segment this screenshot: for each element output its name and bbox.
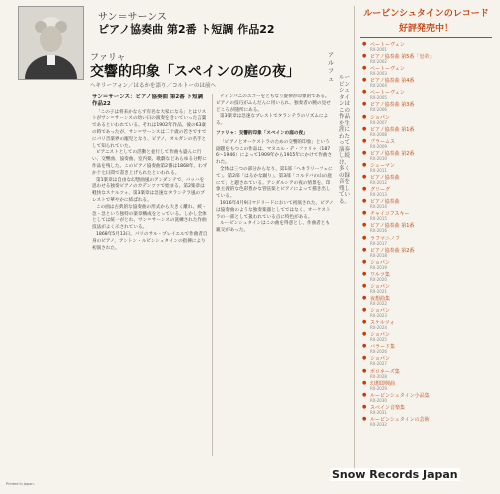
record-title: ピアノ協奏曲 第1番 bbox=[370, 223, 415, 230]
record-number: RX-2001 bbox=[370, 47, 387, 52]
record-title: ピアノ協奏曲 bbox=[370, 199, 400, 206]
paragraph: 第1楽章は自由な幻想曲風のアンダンテで、バッハを思わせる独奏ピアノのカデンツァで始まる。第2楽章は軽快なスケルツォ、第3楽章は急速なタランテラ風のプレストで華やかに結ばれる。 bbox=[92, 177, 205, 203]
footer-credits: Printed in Japan. bbox=[6, 482, 35, 486]
record-number: RX-2009 bbox=[370, 143, 387, 149]
record-item bbox=[360, 150, 492, 162]
record-item bbox=[360, 174, 492, 186]
bullet-icon: ● bbox=[362, 89, 367, 96]
record-number: RX-2031 bbox=[370, 409, 387, 415]
record-item bbox=[360, 210, 492, 222]
record-number: RX-2018 bbox=[370, 252, 387, 258]
record-number: RX-2015 bbox=[370, 216, 387, 222]
record-title: ピアノ協奏曲 第3番 bbox=[370, 102, 415, 109]
record-number: RX-2003 bbox=[370, 71, 387, 77]
record-number: RX-2020 bbox=[370, 276, 387, 282]
bullet-icon: ● bbox=[362, 137, 367, 144]
record-catalog bbox=[360, 6, 492, 428]
section-heading: サン＝サーンス：ピアノ協奏曲 第2番 ト短調 作品22 bbox=[92, 94, 204, 107]
notes-column-middle bbox=[216, 94, 334, 462]
record-number: RX-2005 bbox=[370, 95, 387, 101]
paragraph: この曲は古典的な協奏曲の形式から大きく離れ、緩・急・急という独特の楽章構成をとっている。しかし全体としては統一がとれ、サン＝サーンスの洗練された作曲技法がよく示されている。 bbox=[92, 204, 207, 231]
bullet-icon: ● bbox=[362, 41, 367, 47]
record-title: ピアノ協奏曲 第4番 bbox=[370, 78, 415, 85]
bullet-icon: ● bbox=[362, 415, 367, 422]
bullet-icon: ● bbox=[362, 77, 367, 84]
record-item bbox=[360, 380, 492, 392]
record-number: RX-2027 bbox=[370, 361, 387, 367]
record-title: ポロネーズ集 bbox=[370, 368, 400, 375]
record-title: グリーグ bbox=[370, 187, 391, 194]
paragraph: 1868年5月13日、パリのサル・プレイエルで作曲者自身のピアノ、アントン・ルビンシュタインの指揮により初演された。 bbox=[92, 231, 208, 251]
record-number: RX-2002 bbox=[370, 59, 387, 65]
pianist-portrait bbox=[18, 6, 84, 80]
record-item bbox=[360, 271, 492, 283]
record-number: RX-2026 bbox=[370, 349, 387, 355]
record-item bbox=[360, 368, 492, 380]
record-title: ベートーヴェン bbox=[370, 90, 405, 97]
composer-name: サン＝サーンス bbox=[98, 12, 167, 23]
bullet-icon: ● bbox=[362, 355, 367, 362]
record-item bbox=[360, 295, 492, 307]
record-number: RX-2021 bbox=[370, 288, 387, 294]
work-subtitle: ヘキリーフォン／はるかを語り／コルトーのは前へ bbox=[90, 83, 216, 89]
watermark: Snow Records Japan bbox=[332, 468, 458, 481]
record-number: RX-2030 bbox=[370, 397, 387, 403]
record-item bbox=[360, 247, 492, 259]
record-number: RX-2004 bbox=[370, 83, 387, 89]
record-item bbox=[360, 65, 492, 77]
record-item bbox=[360, 404, 492, 416]
paragraph: 「この子は将来かならず有名な大家になる」とはリストがサン＝サーンスの幼い日の演奏をきいていった言葉であるといわれている。それは1902年作品、彼の63歳の時であったが、サン＝サーンスは二十歳の若さですでにパリ音楽界の寵児となり、ピアノ、オルガンの名手として知られていた。 bbox=[92, 109, 207, 149]
record-title: スペイン音楽集 bbox=[370, 404, 406, 411]
record-number: RX-2016 bbox=[370, 228, 387, 234]
bullet-icon: ● bbox=[362, 367, 367, 374]
record-number: RX-2006 bbox=[370, 107, 387, 113]
record-title: ショパン bbox=[370, 114, 390, 121]
bullet-icon: ● bbox=[362, 403, 367, 410]
bullet-icon: ● bbox=[362, 307, 367, 314]
record-item bbox=[360, 355, 492, 367]
record-title: ピアノ協奏曲 bbox=[370, 175, 400, 182]
bullet-icon: ● bbox=[362, 113, 367, 120]
work-title-1: ピアノ協奏曲 第2番 ト短調 作品22 bbox=[98, 23, 275, 36]
record-number: RX-2017 bbox=[370, 240, 387, 246]
bullet-icon: ● bbox=[362, 161, 367, 168]
record-title: ラフマニノフ bbox=[370, 235, 401, 242]
record-number: RX-2008 bbox=[370, 131, 387, 137]
section-heading-2: ファリャ：交響的印象「スペインの庭の夜」 bbox=[216, 130, 308, 136]
notes-column-left bbox=[92, 94, 208, 462]
record-item bbox=[360, 307, 492, 319]
bullet-icon: ● bbox=[362, 379, 367, 386]
bullet-icon: ● bbox=[362, 65, 367, 72]
record-title: ピアノ協奏曲 第5番「皇帝」 bbox=[370, 54, 435, 61]
paragraph: 全体は三つの部分からなり、第1部「ヘネラリーフェにて」、第2部「はるかな踊り」、第3部「コルドバの山の庭にて」と題されている。アンダルシアの夜の情景を、印象主義的な色彩豊かな管弦楽とピアノによって描き出している。 bbox=[216, 166, 333, 200]
record-number: RX-2014 bbox=[370, 204, 387, 210]
bullet-icon: ● bbox=[362, 270, 367, 277]
bullet-icon: ● bbox=[362, 186, 367, 193]
record-title: ルービンシュタイン小品集 bbox=[370, 392, 430, 399]
record-number: RX-2023 bbox=[370, 313, 387, 319]
bullet-icon: ● bbox=[362, 258, 367, 265]
side-divider bbox=[354, 6, 355, 476]
paragraph: ルービンシュタインはこの曲を得意とし、作曲者とも親交があった。 bbox=[216, 221, 330, 234]
record-item bbox=[360, 392, 492, 404]
bullet-icon: ● bbox=[362, 319, 367, 326]
record-number: RX-2013 bbox=[370, 192, 387, 198]
vertical-side-text: ルービンシュタインはこの作品を生涯にわたって演奏し続け、多くの録音を残している。 bbox=[339, 75, 351, 205]
catalog-title: ルービンシュタインのレコード bbox=[363, 9, 489, 19]
catalog-subtitle: 好評発売中！ bbox=[398, 24, 453, 34]
record-item bbox=[360, 77, 492, 89]
bullet-icon: ● bbox=[362, 198, 367, 205]
bullet-icon: ● bbox=[362, 282, 367, 289]
record-number: RX-2019 bbox=[370, 264, 387, 270]
column-divider bbox=[212, 94, 213, 456]
record-item bbox=[360, 138, 492, 150]
record-number: RX-2022 bbox=[370, 300, 387, 306]
paragraph: ティンパニのエコーをともなう旋律が印象的である。ピアノの技巧がふんだんに用いられ、独奏者の腕の見せどころが随所にある。 bbox=[216, 94, 331, 113]
record-item bbox=[360, 89, 492, 101]
edge-vertical-text: アルフュ bbox=[328, 52, 335, 83]
paragraph: 第3楽章は急速なプレストでタランテラのリズムによる。 bbox=[216, 114, 329, 127]
record-item bbox=[360, 416, 492, 428]
record-number: RX-2032 bbox=[370, 421, 387, 427]
record-title: 幻想即興曲 bbox=[370, 380, 396, 387]
bullet-icon: ● bbox=[362, 294, 367, 301]
record-number: RX-2028 bbox=[370, 373, 387, 379]
bullet-icon: ● bbox=[362, 391, 367, 398]
record-item bbox=[360, 101, 492, 113]
record-number: RX-2012 bbox=[370, 180, 387, 186]
record-title: バラード集 bbox=[370, 344, 396, 351]
bullet-icon: ● bbox=[362, 53, 367, 60]
record-title: チャイコフスキー bbox=[370, 211, 410, 218]
record-item bbox=[360, 53, 492, 65]
record-title: ショパン bbox=[370, 356, 390, 363]
record-title: 夜想曲集 bbox=[370, 295, 391, 302]
paragraph: ピアニストとしての活動と並行して作曲も盛んに行い、交響曲、協奏曲、室内楽、歌劇などあらゆる分野に作品を残した。このピアノ協奏曲第2番は1868年、わずか十七日間で書き上げられたといわれる。 bbox=[92, 150, 208, 176]
record-title: ピアノ協奏曲 第1番 bbox=[370, 126, 415, 133]
record-number: RX-2011 bbox=[370, 167, 387, 173]
bullet-icon: ● bbox=[362, 234, 367, 241]
record-item bbox=[360, 114, 492, 126]
record-number: RX-2029 bbox=[370, 385, 387, 391]
record-title: ルービンシュタインの芸術 bbox=[370, 416, 430, 423]
bullet-icon: ● bbox=[362, 343, 367, 350]
record-item bbox=[360, 162, 492, 174]
record-title: ベートーヴェン bbox=[370, 42, 405, 48]
record-item bbox=[360, 198, 492, 210]
record-item bbox=[360, 331, 492, 343]
bullet-icon: ● bbox=[362, 331, 367, 338]
record-number: RX-2024 bbox=[370, 325, 387, 331]
paragraph: 「ピアノとオーケストラのための交響的印象」という副題をもつこの作品は、マヌエル・デ・ファリャ（1876〜1946）によって1909年から1915年にかけて作曲された。 bbox=[216, 139, 333, 166]
record-item bbox=[360, 41, 492, 53]
bullet-icon: ● bbox=[362, 246, 367, 253]
record-title: ワルツ集 bbox=[370, 271, 390, 278]
record-title: ショパン bbox=[370, 283, 390, 290]
bullet-icon: ● bbox=[362, 210, 367, 217]
record-title: シューマン bbox=[370, 162, 395, 169]
catalog-rule bbox=[360, 37, 492, 38]
bullet-icon: ● bbox=[362, 101, 367, 108]
bullet-icon: ● bbox=[362, 149, 367, 156]
record-item bbox=[360, 126, 492, 138]
record-title: ブラームス bbox=[370, 138, 396, 145]
record-title: ショパン bbox=[370, 308, 390, 315]
paragraph: 1916年4月9日マドリードにおいて初演された。ピアノは協奏曲のような独奏楽器としてではなく、オーケストラの一部として扱われている点に特色がある。 bbox=[216, 200, 334, 220]
record-title: ピアノ協奏曲 第2番 bbox=[370, 150, 415, 157]
record-number: RX-2010 bbox=[370, 155, 387, 161]
record-item bbox=[360, 222, 492, 234]
bullet-icon: ● bbox=[362, 125, 367, 132]
record-item bbox=[360, 319, 492, 331]
record-item bbox=[360, 283, 492, 295]
record-title: スケルツォ bbox=[370, 320, 395, 327]
bullet-icon: ● bbox=[362, 222, 367, 229]
record-title: ショパン bbox=[370, 259, 390, 266]
record-item bbox=[360, 186, 492, 198]
record-item bbox=[360, 343, 492, 355]
record-number: RX-2007 bbox=[370, 119, 387, 125]
record-item bbox=[360, 259, 492, 271]
work-title-2: 交響的印象「スペインの庭の夜」 bbox=[90, 64, 300, 80]
record-title: ピアノ協奏曲 第2番 bbox=[370, 247, 415, 254]
record-item bbox=[360, 235, 492, 247]
bullet-icon: ● bbox=[362, 174, 367, 181]
record-title: ショパン bbox=[370, 332, 390, 339]
record-title: ベートーヴェン bbox=[370, 66, 405, 73]
record-number: RX-2025 bbox=[370, 337, 387, 343]
composer-name-2: ファリャ bbox=[90, 53, 126, 63]
